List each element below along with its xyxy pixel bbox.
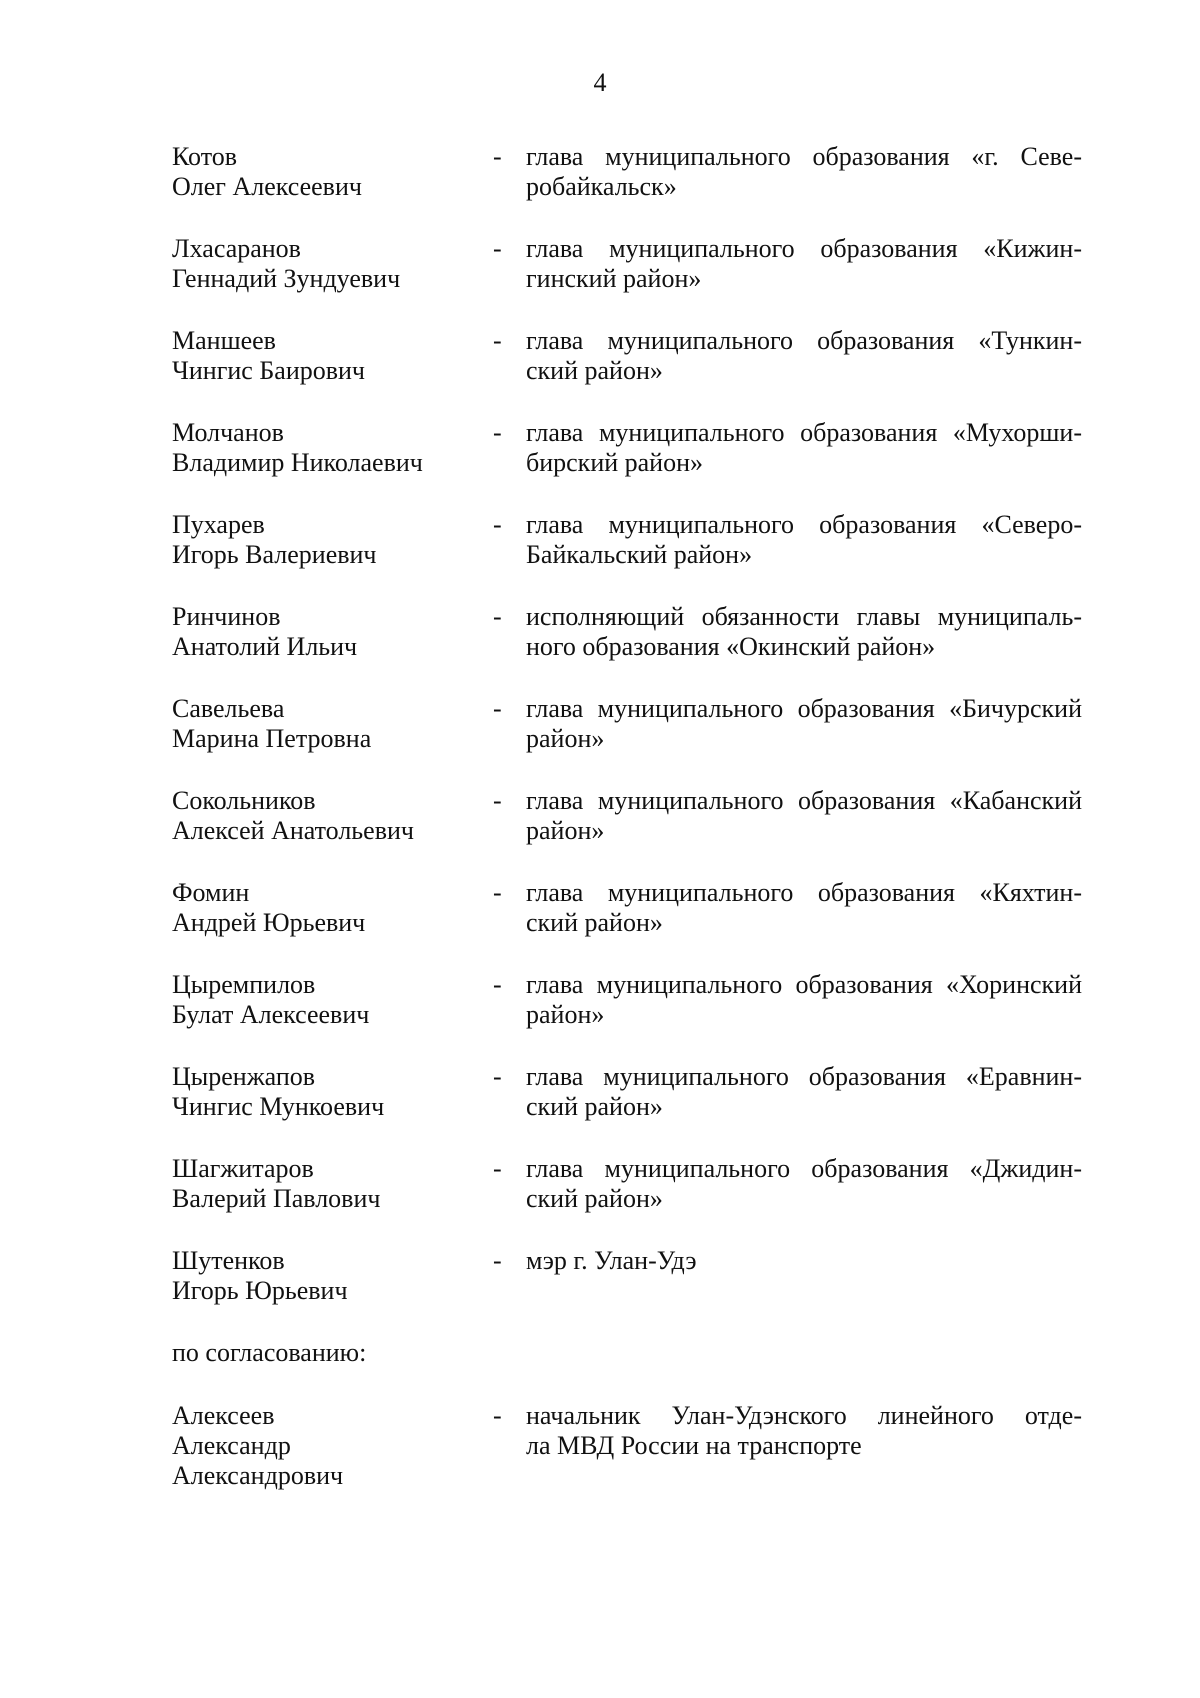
member-position [526, 510, 1082, 570]
dash-separator: - [493, 142, 502, 171]
member-name [172, 234, 472, 294]
member-name-line: Шутенков [172, 1246, 285, 1275]
member-name [172, 142, 472, 202]
section-label: по согласованию: [172, 1338, 367, 1367]
member-entry [0, 1154, 1200, 1214]
member-position [526, 326, 1082, 386]
member-position [526, 418, 1082, 478]
member-name-line: Цыремпилов [172, 970, 316, 999]
member-entry [0, 1401, 1200, 1491]
member-name-line: Чингис Мункоевич [172, 1092, 385, 1121]
member-position-line: глава муниципального образования «Кяхтин- [526, 878, 1082, 907]
member-name [172, 1401, 472, 1491]
member-name-line: Маншеев [172, 326, 276, 355]
dash-separator: - [493, 602, 502, 631]
member-position-line: ного образования «Окинский район» [526, 632, 936, 661]
dash-separator: - [493, 1154, 502, 1183]
member-position-line: район» [526, 724, 605, 753]
member-position-line: район» [526, 816, 605, 845]
dash-separator: - [493, 878, 502, 907]
member-position-line: мэр г. Улан-Удэ [526, 1246, 697, 1275]
dash-separator: - [493, 970, 502, 999]
member-name-line: Анатолий Ильич [172, 632, 358, 661]
dash-separator: - [493, 1062, 502, 1091]
dash-separator: - [493, 694, 502, 723]
member-name-line: Пухарев [172, 510, 265, 539]
member-name-line: Цыренжапов [172, 1062, 316, 1091]
member-entry [0, 786, 1200, 846]
member-name [172, 418, 472, 478]
member-name-line: Алексей Анатольевич [172, 816, 414, 845]
member-name [172, 1062, 472, 1122]
member-entry [0, 694, 1200, 754]
member-entry [0, 234, 1200, 294]
member-name-line: Молчанов [172, 418, 284, 447]
member-position [526, 602, 1082, 662]
member-name-line: Котов [172, 142, 237, 171]
member-name-line: Олег Алексеевич [172, 172, 362, 201]
member-position-line: начальник Улан-Удэнского линейного отде- [526, 1401, 1082, 1430]
member-name-line: Ринчинов [172, 602, 281, 631]
member-position [526, 786, 1082, 846]
member-name [172, 878, 472, 938]
dash-separator: - [493, 234, 502, 263]
dash-separator: - [493, 326, 502, 355]
member-name-line: Савельева [172, 694, 285, 723]
member-position [526, 1401, 1082, 1461]
member-name-line: Чингис Баирович [172, 356, 365, 385]
member-name [172, 694, 472, 754]
member-position [526, 1246, 1082, 1276]
member-position-line: ский район» [526, 1092, 663, 1121]
member-position [526, 694, 1082, 754]
member-position [526, 142, 1082, 202]
members-list-agreed [0, 1401, 1200, 1491]
member-name-line: Владимир Николаевич [172, 448, 423, 477]
member-name-line: Геннадий Зундуевич [172, 264, 401, 293]
page-number: 4 [593, 68, 607, 97]
member-position-line: глава муниципального образования «Бичурский [526, 694, 1082, 723]
member-position-line: робайкальск» [526, 172, 677, 201]
member-entry [0, 602, 1200, 662]
member-name [172, 1246, 472, 1306]
dash-separator: - [493, 1246, 502, 1275]
member-entry [0, 418, 1200, 478]
member-position [526, 234, 1082, 294]
member-position-line: исполняющий обязанности главы муниципаль- [526, 602, 1082, 631]
member-entry [0, 326, 1200, 386]
member-name [172, 602, 472, 662]
member-position-line: ский район» [526, 908, 663, 937]
member-entry [0, 1062, 1200, 1122]
members-list-main [0, 142, 1200, 1306]
member-name [172, 970, 472, 1030]
member-position-line: глава муниципального образования «Хоринский [526, 970, 1082, 999]
member-entry [0, 510, 1200, 570]
member-position-line: ла МВД России на транспорте [526, 1431, 862, 1460]
member-position-line: глава муниципального образования «Кижин- [526, 234, 1082, 263]
member-position-line: Байкальский район» [526, 540, 753, 569]
member-name [172, 1154, 472, 1214]
member-name-line: Андрей Юрьевич [172, 908, 366, 937]
member-name-line: Александр [172, 1431, 291, 1460]
member-name-line: Александрович [172, 1461, 344, 1490]
member-name-line: Игорь Юрьевич [172, 1276, 348, 1305]
member-position-line: глава муниципального образования «Мухорши- [526, 418, 1082, 447]
member-position [526, 1062, 1082, 1122]
member-position-line: глава муниципального образования «Северо- [526, 510, 1082, 539]
member-position-line: глава муниципального образования «Тункин- [526, 326, 1082, 355]
dash-separator: - [493, 1401, 502, 1430]
member-position-line: гинский район» [526, 264, 702, 293]
member-name-line: Лхасаранов [172, 234, 301, 263]
member-entry [0, 878, 1200, 938]
member-position-line: ский район» [526, 1184, 663, 1213]
member-name-line: Шагжитаров [172, 1154, 314, 1183]
member-name-line: Валерий Павлович [172, 1184, 381, 1213]
member-name-line: Булат Алексеевич [172, 1000, 370, 1029]
member-position-line: бирский район» [526, 448, 704, 477]
member-name-line: Алексеев [172, 1401, 275, 1430]
members-list [0, 142, 1200, 1523]
dash-separator: - [493, 510, 502, 539]
member-name-line: Марина Петровна [172, 724, 372, 753]
member-name-line: Игорь Валериевич [172, 540, 377, 569]
member-position [526, 1154, 1082, 1214]
member-name [172, 510, 472, 570]
member-entry [0, 142, 1200, 202]
member-name [172, 786, 472, 846]
member-name-line: Сокольников [172, 786, 316, 815]
member-position-line: район» [526, 1000, 605, 1029]
member-name-line: Фомин [172, 878, 250, 907]
member-entry [0, 970, 1200, 1030]
member-position-line: ский район» [526, 356, 663, 385]
member-name [172, 326, 472, 386]
dash-separator: - [493, 418, 502, 447]
dash-separator: - [493, 786, 502, 815]
member-entry [0, 1246, 1200, 1306]
member-position-line: глава муниципального образования «Кабанский [526, 786, 1082, 815]
member-position-line: глава муниципального образования «Джидин- [526, 1154, 1082, 1183]
member-position-line: глава муниципального образования «Еравнин- [526, 1062, 1082, 1091]
member-position [526, 970, 1082, 1030]
member-position-line: глава муниципального образования «г. Севе- [526, 142, 1082, 171]
member-position [526, 878, 1082, 938]
